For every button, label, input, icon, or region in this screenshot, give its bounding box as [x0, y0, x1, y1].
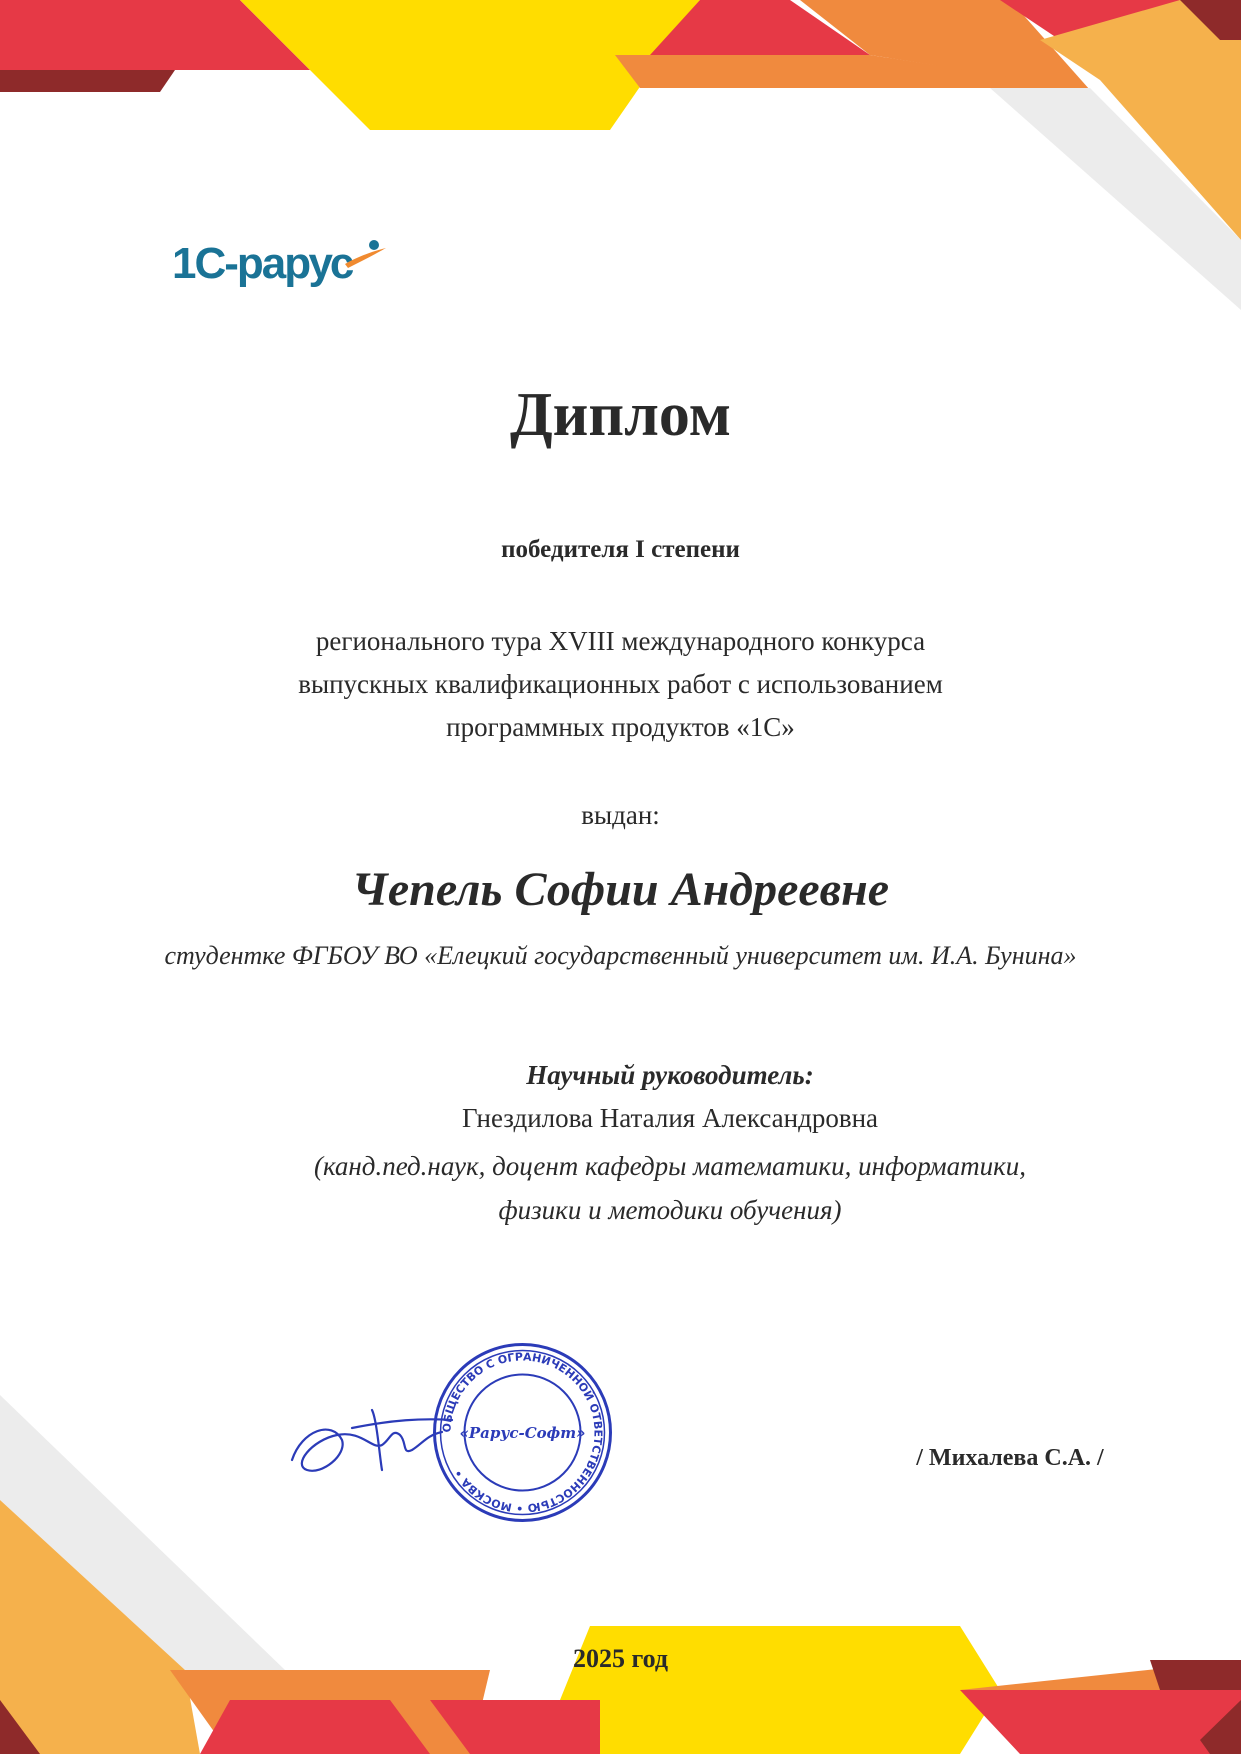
document-title: Диплом [510, 381, 731, 449]
stamp-ring-text: ОБЩЕСТВО С ОГРАНИЧЕННОЙ ОТВЕТСТВЕННОСТЬЮ • МОСКВА • [440, 1350, 605, 1515]
logo-swoosh-icon [340, 236, 390, 276]
bottom-decor-red-left [200, 1700, 430, 1754]
contest-line: регионального тура XVIII международного конкурса [315, 626, 926, 656]
logo-text: 1С-рарус [172, 239, 353, 288]
official-stamp [430, 1340, 615, 1525]
company-logo [172, 236, 387, 296]
supervisor-name: Гнездилова Наталия Александровна [461, 1103, 879, 1133]
bottom-decor-red-right [960, 1690, 1241, 1754]
issue-year: 2025 год [572, 1644, 669, 1673]
supervisor-desc-line: физики и методики обучения) [498, 1195, 842, 1225]
recipient-name: Чепель Софии Андреевне [351, 863, 890, 916]
award-degree: победителя I степени [501, 536, 740, 563]
top-decor-darkred-left [0, 70, 175, 92]
recipient-affiliation: студентке ФГБОУ ВО «Елецкий государственный университет им. И.А. Бунина» [164, 941, 1077, 970]
stamp-center-text: «Рарус-Софт» [459, 1424, 586, 1442]
issued-label: выдан: [581, 800, 660, 830]
contest-line: программных продуктов «1С» [446, 712, 795, 742]
supervisor-description [270, 1144, 1070, 1232]
signer-name: / Михалева С.А. / [916, 1445, 1104, 1471]
supervisor-desc-line: (канд.пед.наук, доцент кафедры математики, информатики, [313, 1151, 1027, 1181]
supervisor-label: Научный руководитель: [526, 1060, 814, 1090]
contest-line: выпускных квалификационных работ с использованием [298, 669, 943, 699]
contest-description [0, 620, 1241, 749]
